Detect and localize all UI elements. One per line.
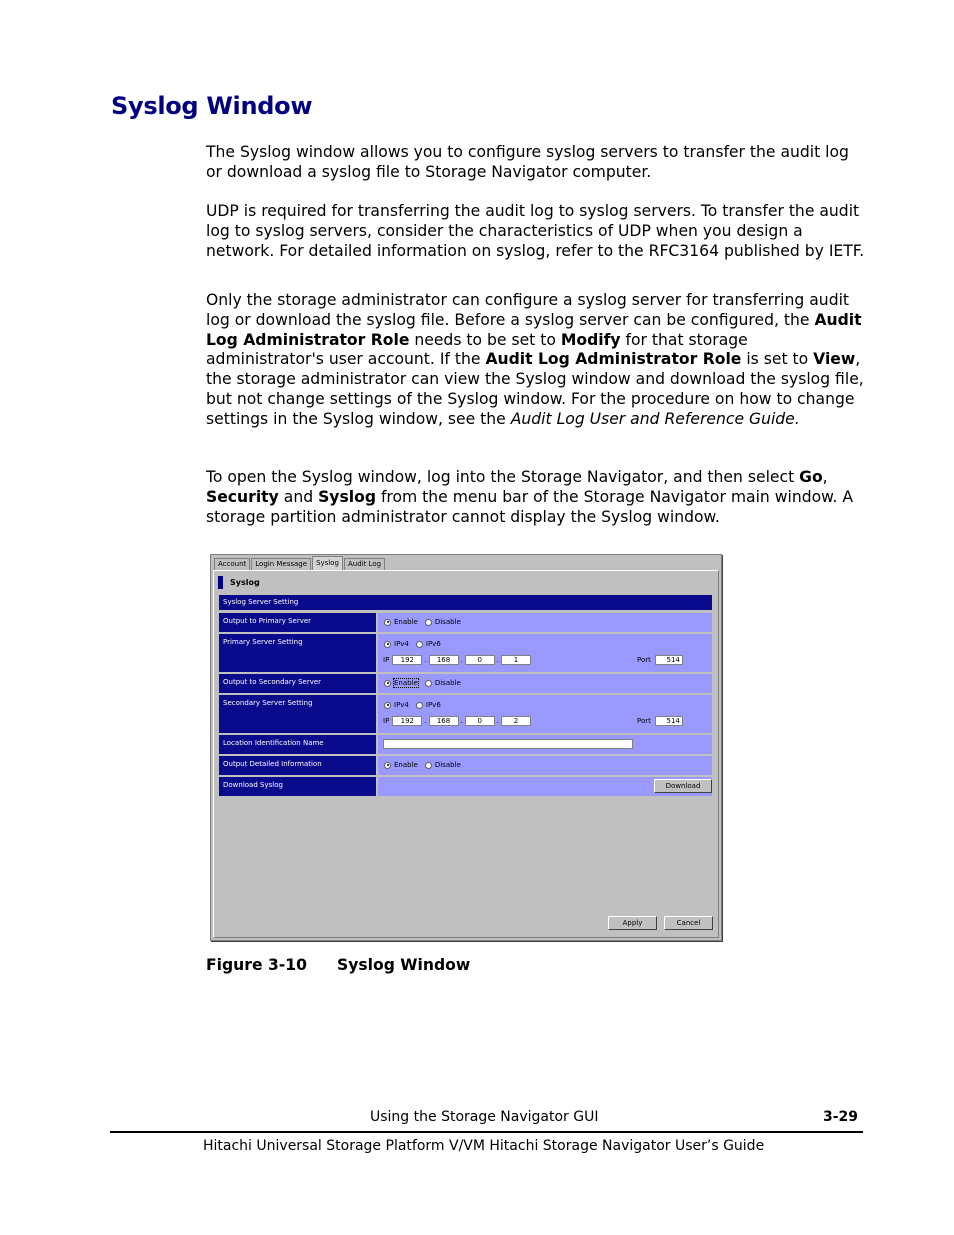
radio-on-icon [384, 702, 391, 709]
download-button[interactable]: Download [654, 779, 712, 793]
cancel-button[interactable]: Cancel [664, 916, 713, 930]
row-primary-setting [219, 634, 712, 672]
row-value [378, 735, 712, 754]
row-value: IPv4 IPv6 IP 192 . 168 . 0 . 2 Port 514 [378, 695, 712, 733]
page-heading: Syslog Window [111, 92, 313, 120]
tab-syslog[interactable]: Syslog [312, 556, 343, 570]
ip-octet-2[interactable]: 168 [429, 716, 459, 726]
figure-title: Syslog Window [336, 956, 471, 974]
tab-login-message[interactable]: Login Message [251, 558, 311, 570]
radio-ipv6[interactable]: IPv6 [416, 640, 441, 648]
footer-section-title: Using the Storage Navigator GUI [370, 1109, 599, 1125]
figure-caption [206, 956, 500, 974]
ip-octet-4[interactable]: 1 [501, 655, 531, 665]
ip-label: IP [383, 717, 390, 725]
paragraph-intro: The Syslog window allows you to configure syslog servers to transfer the audit log or download a syslog file to Storage Navigator computer. [206, 143, 849, 181]
footer-page-number: 3-29 [823, 1109, 859, 1125]
row-label: Output to Primary Server [219, 613, 376, 632]
syslog-window-screenshot [210, 554, 722, 941]
radio-ipv4[interactable]: IPv4 [384, 701, 409, 709]
row-label: Location Identification Name [219, 735, 376, 754]
apply-button[interactable]: Apply [608, 916, 657, 930]
radio-off-icon [425, 619, 432, 626]
row-value [378, 613, 712, 632]
row-output-secondary [219, 674, 712, 693]
radio-enable[interactable]: Enable [384, 618, 418, 626]
row-label: Output to Secondary Server [219, 674, 376, 693]
port-input[interactable]: 514 [655, 716, 683, 726]
row-detailed [219, 756, 712, 775]
row-value [378, 674, 712, 693]
row-download [219, 777, 712, 796]
radio-enable[interactable]: Enable [384, 761, 418, 769]
row-value: IPv4 IPv6 IP 192 . 168 . 0 . 1 Port 514 [378, 634, 712, 672]
row-label: Download Syslog [219, 777, 376, 796]
radio-off-icon [425, 680, 432, 687]
footer-book-title: Hitachi Universal Storage Platform V/VM Hitachi Storage Navigator User’s Guide [203, 1138, 765, 1154]
port-label: Port [637, 717, 651, 725]
panel-header [218, 576, 260, 589]
radio-off-icon [416, 641, 423, 648]
radio-on-icon [384, 762, 391, 769]
radio-off-icon [425, 762, 432, 769]
ip-octet-1[interactable]: 192 [392, 716, 422, 726]
ip-octet-4[interactable]: 2 [501, 716, 531, 726]
panel-title: Syslog [230, 578, 260, 587]
row-label: Primary Server Setting [219, 634, 376, 672]
port-input[interactable]: 514 [655, 655, 683, 665]
row-label: Secondary Server Setting [219, 695, 376, 733]
paragraph-admin: Only the storage administrator can configure a syslog server for transferring audit log or download the syslog file. Before a syslog server can be configured, the Audit Log Administrator Role needs to be set to Modify for that storage administrator's user account. If the Audit Log Administrator Role is set to View, the storage administrator can view the Syslog window and download the syslog file, but not change settings of the Syslog window. For the procedure on how to change settings in the Syslog window, see the Audit Log User and Reference Guide. [206, 291, 864, 428]
tab-account[interactable]: Account [214, 558, 250, 570]
row-value [378, 756, 712, 775]
radio-enable[interactable]: Enable [384, 679, 418, 687]
syslog-panel [213, 570, 719, 938]
figure-number: Figure 3-10 [206, 956, 307, 974]
radio-disable[interactable]: Disable [425, 618, 461, 626]
row-value [378, 777, 712, 796]
paragraph-udp: UDP is required for transferring the audit log to syslog servers. To transfer the audit log to syslog servers, consider the characteristics of UDP when you design a network. For detailed information on syslog, refer to the RFC3164 published by IETF. [206, 202, 865, 260]
ip-octet-1[interactable]: 192 [392, 655, 422, 665]
port-label: Port [637, 656, 651, 664]
section-header: Syslog Server Setting [219, 595, 712, 610]
footer-divider [110, 1131, 863, 1133]
header-marker [218, 576, 223, 589]
row-output-primary [219, 613, 712, 632]
ip-octet-3[interactable]: 0 [465, 716, 495, 726]
row-label: Output Detailed Information [219, 756, 376, 775]
paragraph-open: To open the Syslog window, log into the Storage Navigator, and then select Go, Security and Syslog from the menu bar of the Storage Navigator main window. A storage partition administrator cannot display the Syslog window. [206, 468, 854, 526]
row-secondary-setting [219, 695, 712, 733]
radio-off-icon [416, 702, 423, 709]
radio-on-icon [384, 619, 391, 626]
ip-octet-2[interactable]: 168 [429, 655, 459, 665]
tab-bar [214, 558, 386, 570]
ip-label: IP [383, 656, 390, 664]
radio-ipv6[interactable]: IPv6 [416, 701, 441, 709]
ip-octet-3[interactable]: 0 [465, 655, 495, 665]
tab-audit-log[interactable]: Audit Log [344, 558, 385, 570]
radio-on-icon [384, 641, 391, 648]
location-name-input[interactable] [383, 739, 633, 749]
radio-ipv4[interactable]: IPv4 [384, 640, 409, 648]
radio-disable[interactable]: Disable [425, 679, 461, 687]
radio-disable[interactable]: Disable [425, 761, 461, 769]
radio-on-icon [384, 680, 391, 687]
row-location [219, 735, 712, 754]
